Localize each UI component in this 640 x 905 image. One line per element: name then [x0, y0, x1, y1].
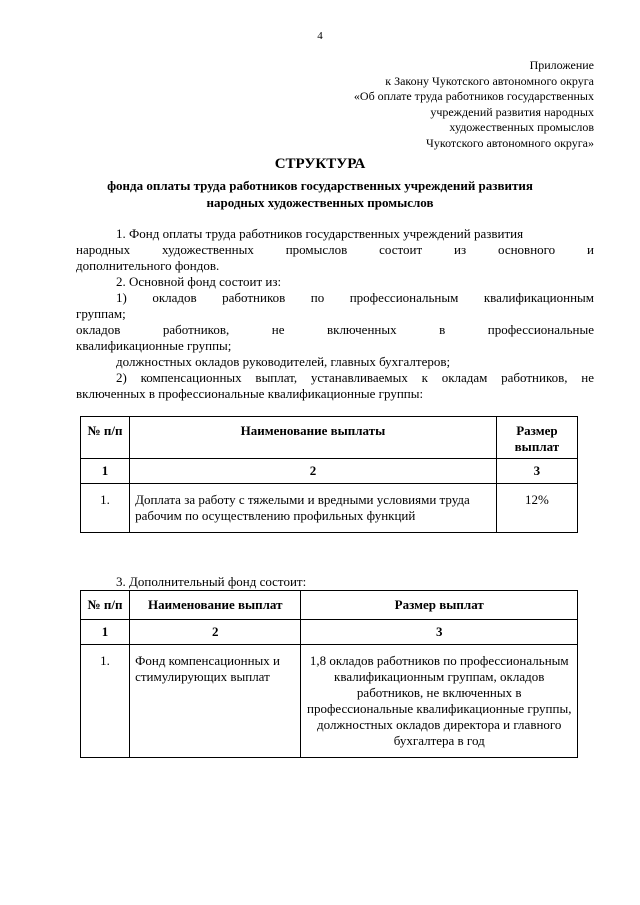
subtitle-line: народных художественных промыслов [206, 195, 434, 210]
document-title: СТРУКТУРА [274, 156, 366, 172]
appendix-line: учреждений развития народных [430, 104, 594, 119]
additional-fund-table [80, 590, 578, 758]
row-number: 1. [81, 484, 130, 533]
main-fund-table [80, 416, 578, 533]
header-cell: Размер выплат [496, 417, 577, 459]
table-header-row [81, 417, 578, 459]
document-subtitle [60, 177, 580, 211]
table-row [81, 484, 578, 533]
subtitle-line: фонда оплаты труда работников государственных учреждений развития [107, 178, 533, 193]
appendix-line: художественных промыслов [449, 120, 594, 134]
row-name: Фонд компенсационных и стимулирующих выплат [130, 645, 301, 758]
header-cell: Наименование выплаты [130, 417, 497, 459]
header-cell: № п/п [81, 417, 130, 459]
page-number: 4 [317, 30, 323, 42]
appendix-line: к Закону Чукотского автономного округа [385, 73, 594, 88]
paragraph-line: 2) компенсационных выплат, устанавливаемых к окладам работников, не [116, 370, 594, 385]
table-numbering-row [81, 620, 578, 645]
row-name: Доплата за работу с тяжелыми и вредными условиями труда рабочим по осуществлению профильных функций [130, 484, 497, 533]
appendix-line: Чукотского автономного округа» [426, 135, 594, 150]
paragraph-line: дополнительного фондов. [76, 258, 220, 273]
header-cell: Размер выплат [301, 591, 578, 620]
numbering-cell: 1 [81, 459, 130, 484]
table-numbering-row [81, 459, 578, 484]
appendix-block [354, 58, 594, 151]
paragraph-line: 2. Основной фонд состоит из: [116, 274, 282, 289]
table-row [81, 645, 578, 758]
header-cell: Наименование выплат [130, 591, 301, 620]
paragraph-line: должностных окладов руководителей, главных бухгалтеров; [116, 354, 451, 369]
row-size: 12% [496, 484, 577, 533]
paragraph-line: 3. Дополнительный фонд состоит: [116, 574, 307, 589]
paragraph-line: окладов работников, не включенных в профессиональные [76, 322, 594, 337]
additional-fund-text [76, 574, 594, 590]
row-size: 1,8 окладов работников по профессиональным квалификационным группам, окладов работников, не включенных в профессиональные квалификационные группы, должностных окладов директора и главного бухгалтера в год [301, 645, 578, 758]
numbering-cell: 3 [301, 620, 578, 645]
main-text [76, 226, 594, 402]
paragraph-line: включенных в профессиональные квалификационные группы: [76, 386, 424, 401]
appendix-line: Приложение [529, 58, 594, 72]
paragraph-line: квалификационные группы; [76, 338, 232, 353]
table-header-row [81, 591, 578, 620]
paragraph-line: группам; [76, 306, 126, 321]
paragraph-line: народных художественных промыслов состоит из основного и [76, 242, 594, 257]
paragraph-line: 1) окладов работников по профессиональным квалификационным [116, 290, 594, 305]
numbering-cell: 2 [130, 620, 301, 645]
numbering-cell: 3 [496, 459, 577, 484]
row-number: 1. [81, 645, 130, 758]
numbering-cell: 1 [81, 620, 130, 645]
appendix-line: «Об оплате труда работников государственных [353, 89, 594, 103]
numbering-cell: 2 [130, 459, 497, 484]
paragraph-line: 1. Фонд оплаты труда работников государственных учреждений развития [116, 226, 524, 241]
header-cell: № п/п [81, 591, 130, 620]
